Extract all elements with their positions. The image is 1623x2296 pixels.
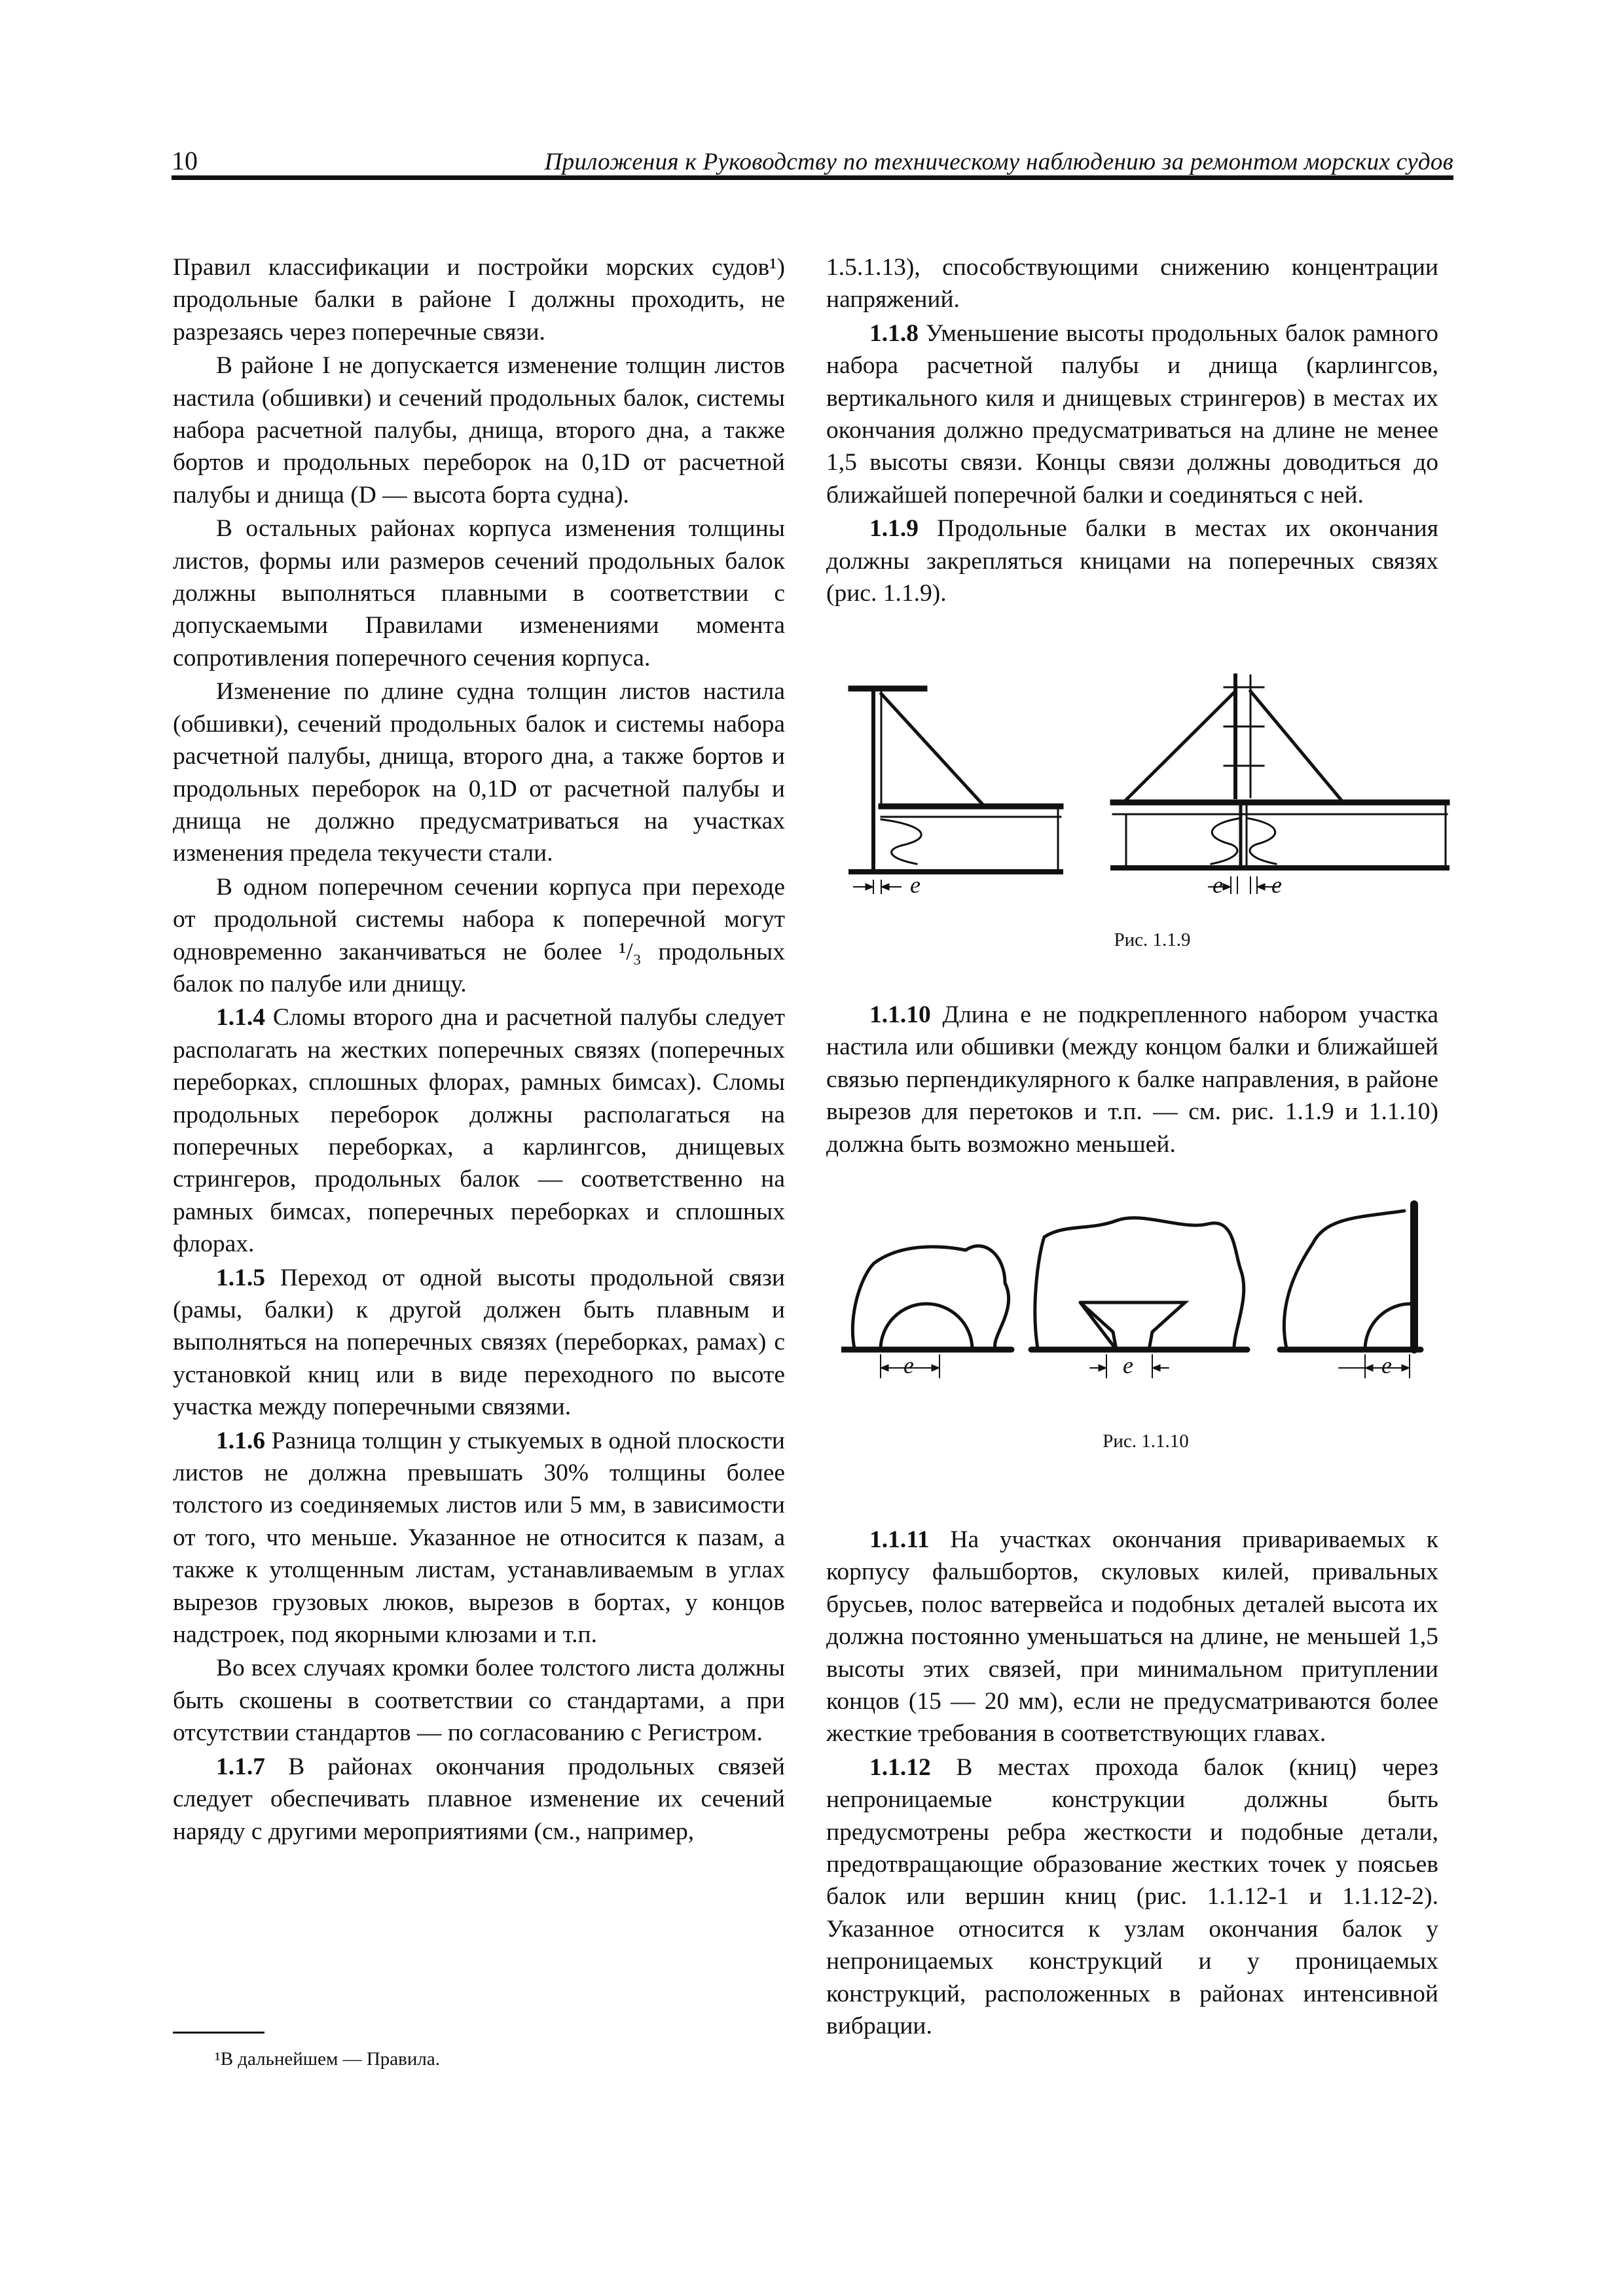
section-number: 1.1.10 bbox=[869, 1001, 931, 1028]
section-number: 1.1.12 bbox=[869, 1753, 931, 1781]
bracket-edge-line bbox=[1125, 691, 1235, 801]
section-text: В местах прохода балок (книц) через непроницаемые конструкции должны быть предусмотрены ребра жесткости и подобные детали, предотвращающие образование жестких точек у поясьев балок или вершин книц (рис. 1.1.12-1 и 1.1.12-2). Указанное относится к узлам окончания балок у непроницаемых конструкций и у проницаемых конструкций, расположенных в районах интенсивной вибрации. bbox=[826, 1753, 1438, 2040]
irregular-outline bbox=[1035, 1218, 1244, 1348]
left-column bbox=[173, 251, 785, 1848]
footnote-rule bbox=[173, 2032, 264, 2034]
section-text: Продольные балки в местах их окончания должны закрепляться кницами на поперечных связях (рис. 1.1.9). bbox=[826, 515, 1438, 607]
bracket-edge-line bbox=[881, 694, 982, 804]
section-text: Длина e не подкрепленного набором участка настила или обшивки (между концом балки и ближайшей связью перпендикулярного к балке направления, в районе вырезов для перетоков и т.п. — см. рис. 1.1.9 и 1.1.10) должна быть возможно меньшей. bbox=[826, 1001, 1438, 1158]
section-1-1-6 bbox=[173, 1425, 785, 1651]
section-text: Переход от одной высоты продольной связи (рамы, балки) к другой должен быть плавным и выполняться на поперечных связях (переборках, рамах) с установкой книц или в виде переходного по высоте участка между поперечными связями. bbox=[173, 1264, 785, 1421]
dim-label: e bbox=[910, 872, 921, 898]
dim-label: e bbox=[1381, 1352, 1392, 1378]
section-text: Уменьшение высоты продольных балок рамного набора расчетной палубы и днища (карлингсов, вертикального киля и днищевых стрингеров) в местах их окончания должно предусматриваться на длине не менее 1,5 высоты связи. Концы связи должны доводиться до ближайшей поперечной балки и соединяться с ней. bbox=[826, 319, 1438, 509]
section-text: Сломы второго дна и расчетной палубы следует располагать на жестких поперечных связях (поперечных переборках, сплошных флорах, рамных бимсах). Сломы продольных переборок должны располагаться на поперечных переборках, а карлингсов, днищевых стрингеров, продольных балок — соответственно на рамных бимсах, поперечных переборках и сплошных флорах. bbox=[173, 1004, 785, 1258]
section-1-1-8 bbox=[826, 317, 1438, 511]
cutout-diagram bbox=[841, 1198, 1457, 1407]
section-number: 1.1.9 bbox=[869, 515, 919, 543]
beam-profile bbox=[1080, 1302, 1185, 1350]
paragraph: В остальных районах корпуса изменения толщины листов, формы или размеров сечений продольных балок должны выполняться плавными в соответствии с допускаемыми Правилами изменениями момента сопротивления поперечного сечения корпуса. bbox=[173, 515, 785, 672]
bracket-edge-line bbox=[1250, 691, 1342, 801]
paragraph: В районе I не допускается изменение толщин листов настила (обшивки) и сечений продольных балок, системы набора расчетной палубы, днища, второго дна, а также бортов и продольных переборок на 0,1D от расчетной палубы и днища (D — высота борта судна). bbox=[173, 352, 785, 509]
break-line bbox=[1247, 818, 1276, 864]
section-number: 1.1.8 bbox=[869, 319, 919, 347]
paragraph: 1.5.1.13), способствующими снижению концентрации напряжений. bbox=[826, 254, 1438, 314]
footnote: ¹В дальнейшем — Правила. bbox=[215, 2049, 440, 2070]
section-1-1-11 bbox=[826, 1524, 1438, 1750]
section-1-1-10 bbox=[826, 999, 1438, 1160]
section-1-1-5 bbox=[173, 1262, 785, 1424]
dim-label: e bbox=[903, 1352, 914, 1378]
section-text: На участках окончания привариваемых к корпусу фальшбортов, скуловых килей, привальных брусьев, полос ватервейса и подобных деталей высота их должна постоянно уменьшаться на длине, не меньшей 1,5 высоты этих связей, при минимальном притуплении концов (15 — 20 мм), если не предусматриваются более жесткие требования в соответствующих главах. bbox=[826, 1526, 1438, 1748]
running-title: Приложения к Руководству по техническому наблюдению за ремонтом морских судов bbox=[544, 149, 1453, 175]
right-column-top bbox=[826, 251, 1438, 609]
section-1-1-12 bbox=[826, 1751, 1438, 2043]
irregular-outline bbox=[1284, 1211, 1404, 1348]
section-text: Разница толщин у стыкуемых в одной плоскости листов не должна превышать 30% толщины более толстого из соединяемых листов или 5 мм, в зависимости от того, что меньше. Указанное не относится к пазам, а также к утолщенным листам, устанавливаемым в углах вырезов грузовых люков, вырезов в бортах, у концов надстроек, под якорными клюзами и т.п. bbox=[173, 1427, 785, 1649]
break-line bbox=[881, 819, 921, 864]
irregular-outline bbox=[852, 1246, 1008, 1348]
section-number: 1.1.4 bbox=[216, 1004, 265, 1031]
paragraph: Правил классификации и постройки морских судов¹) продольные балки в районе I должны проходить, не разрезаясь через поперечные связи. bbox=[173, 254, 785, 346]
section-number: 1.1.6 bbox=[216, 1427, 265, 1454]
figure-1-1-9 bbox=[845, 668, 1460, 929]
section-number: 1.1.7 bbox=[216, 1753, 265, 1780]
figure-1-1-10 bbox=[841, 1198, 1457, 1407]
dim-label: e bbox=[1271, 872, 1282, 898]
header-rule bbox=[172, 175, 1453, 180]
figure-caption: Рис. 1.1.9 bbox=[1114, 929, 1191, 950]
figure-caption: Рис. 1.1.10 bbox=[1103, 1431, 1189, 1452]
section-number: 1.1.5 bbox=[216, 1264, 265, 1291]
paragraph: Изменение по длине судна толщин листов настила (обшивки), сечений продольных балок и системы набора расчетной палубы, днища, второго дна, а также бортов и продольных переборок на 0,1D от расчетной палубы и днища не должно предусматриваться на участках изменения предела текучести стали. bbox=[173, 678, 785, 867]
bracket-diagram bbox=[845, 668, 1460, 929]
paragraph: В одном поперечном сечении корпуса при переходе от продольной системы набора к поперечной могут одновременно заканчиваться не более ¹/₃ продольных балок по палубе или днищу. bbox=[173, 873, 785, 997]
cutout-arc bbox=[881, 1304, 972, 1350]
section-1-1-9 bbox=[826, 512, 1438, 609]
dim-label: e bbox=[1123, 1352, 1133, 1378]
dim-label: e bbox=[1213, 872, 1223, 898]
right-column-mid bbox=[826, 999, 1438, 1160]
right-column-bottom bbox=[826, 1524, 1438, 2043]
break-line bbox=[1211, 818, 1241, 864]
section-1-1-4 bbox=[173, 1001, 785, 1260]
section-1-1-7 bbox=[173, 1751, 785, 1848]
section-number: 1.1.11 bbox=[869, 1526, 930, 1553]
cutout-arc bbox=[1365, 1304, 1411, 1350]
page-number: 10 bbox=[172, 146, 198, 175]
paragraph: Во всех случаях кромки более толстого листа должны быть скошены в соответствии со стандартами, а при отсутствии стандартов — по согласованию с Регистром. bbox=[173, 1655, 785, 1747]
section-text: В районах окончания продольных связей следует обеспечивать плавное изменение их сечений наряду с другими мероприятиями (см., например, bbox=[173, 1753, 785, 1845]
